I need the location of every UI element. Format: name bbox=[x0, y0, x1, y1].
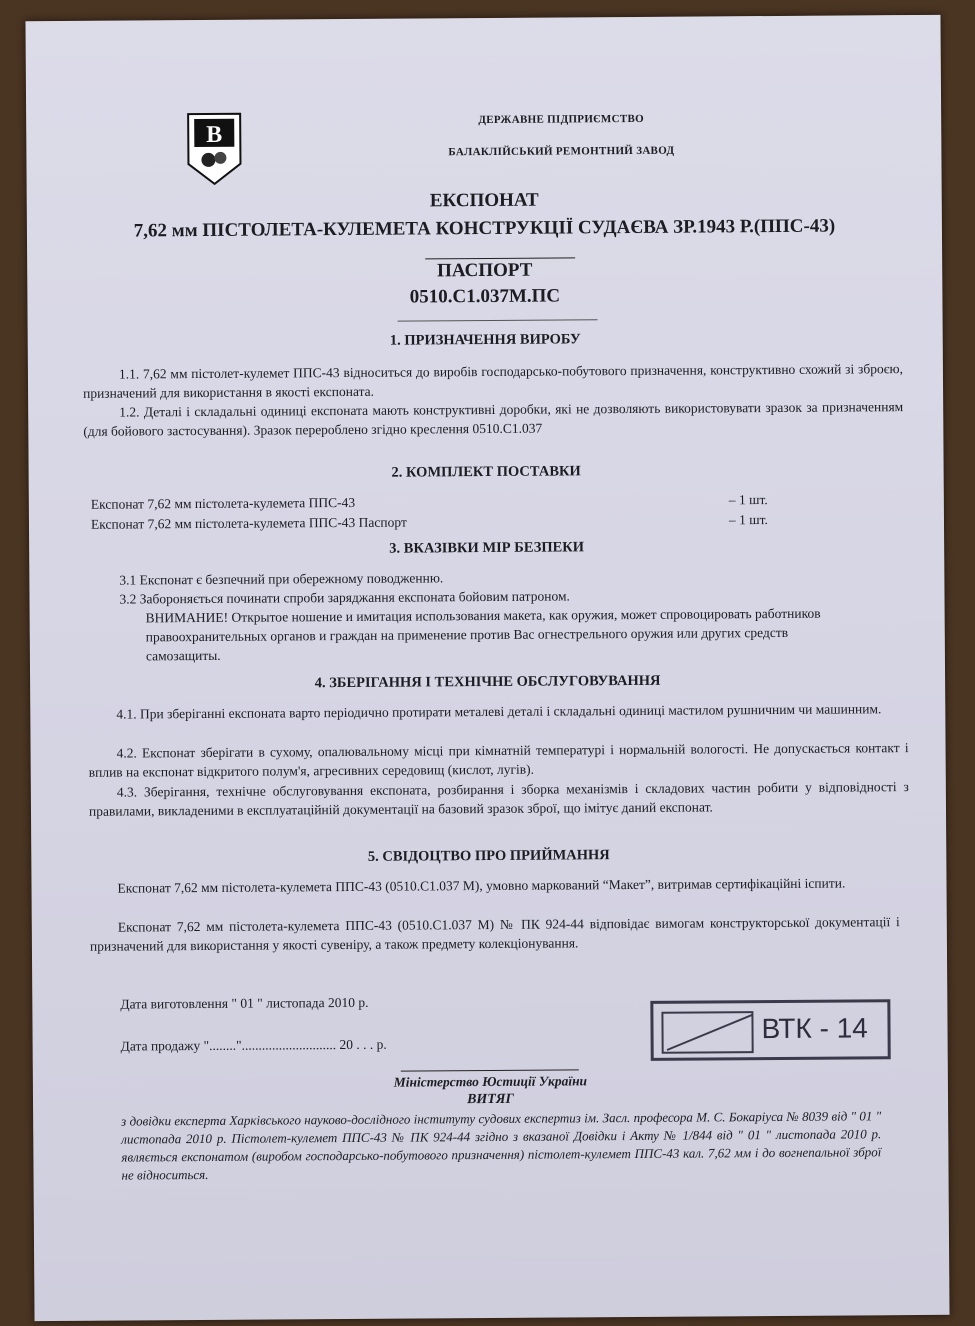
para-5-2: Експонат 7,62 мм пістолета-кулемета ППС-43 (0510.С1.037 М) № ПК 924-44 відповідає вимогам конструкторської документації і призначений для використання у якості сувеніру, а також предмету колекціонування. bbox=[89, 914, 900, 954]
extract-body: з довідки експерта Харківського науково-дослідного інституту судових експертиз ім. Засл. професора М. С. Бокаріуса № 8039 від " 01 " листопада 2010 р. Пістолет-кулемет ППС-43 № ПК 924-44 згідно з вказаної Довідки і Акту № 1/844 від " 01 " листопада 2010 р. являється експонатом (виробом господарсько-побутового призначення) пістолет-кулемет ППС-43 кал. 7,62 мм і до вогнепальної зброї не відноситься. bbox=[121, 1108, 882, 1183]
para-3-2: 3.2 Забороняється починати спроби заряджання експоната бойовим патроном. bbox=[119, 588, 570, 607]
para-4-2: 4.2. Експонат зберігати в сухому, опалювальному місці при кімнатній температурі і нормальній вологості. Не допускається контакт і вплив на експонат відкритого полум'я, агресивних середовищ (кислот, лугів). bbox=[88, 740, 909, 780]
extract-title: ВИТЯГ bbox=[467, 1091, 515, 1108]
para-1-1: 1.1. 7,62 мм пістолет-кулемет ППС-43 відноситься до виробів господарсько-побутового призначення, конструктивно схожий зі зброєю, призначений для використання в якості експоната. bbox=[83, 361, 903, 401]
factory-logo bbox=[186, 112, 243, 186]
section5-heading: 5. СВІДОЦТВО ПРО ПРИЙМАННЯ bbox=[367, 847, 610, 865]
header-line2: БАЛАКЛІЙСЬКИЙ РЕМОНТНИЙ ЗАВОД bbox=[448, 144, 675, 159]
sale-date: Дата продажу "........"............................ 20 . . . р. bbox=[120, 1036, 387, 1054]
qc-stamp bbox=[650, 999, 890, 1061]
title-line1: ЕКСПОНАТ bbox=[429, 189, 539, 212]
header-line1: ДЕРЖАВНЕ ПІДПРИЄМСТВО bbox=[478, 112, 645, 127]
kit-qty: – 1 шт. bbox=[728, 492, 768, 508]
passport-document bbox=[25, 15, 949, 1321]
doc-code: 0510.С1.037М.ПС bbox=[409, 285, 561, 308]
section2-heading: 2. КОМПЛЕКТ ПОСТАВКИ bbox=[391, 463, 581, 481]
para-5-1: Експонат 7,62 мм пістолета-кулемета ППС-43 (0510.С1.037 М), умовно маркований “Макет”, витримав сертифікаційні іспити. bbox=[117, 875, 846, 896]
para-1-2: 1.2. Деталі і складальні одиниці експоната мають конструктивні доробки, які не дозволяють використовувати зразок за призначенням (для бойового застосування). Зразок перероблено згідно креслення 0510.С1.037 bbox=[83, 399, 904, 439]
svg-text:B: B bbox=[206, 121, 223, 148]
kit-item: Експонат 7,62 мм пістолета-кулемета ППС-43 bbox=[90, 494, 356, 512]
para-4-3: 4.3. Зберігання, технічне обслуговування експоната, розбирання і зборка механізмів і складових частин робити у відповідності з правилами, викладеними в експлуатаційній документації на базовий зразок зброї, що імітує даний експонат. bbox=[88, 779, 909, 819]
divider bbox=[398, 319, 598, 321]
section3-heading: 3. ВКАЗІВКИ МІР БЕЗПЕКИ bbox=[389, 539, 585, 557]
para-4-1: 4.1. При зберіганні експоната варто періодично протирати металеві деталі і складальні одиниці мастилом рушничним чи машинним. bbox=[116, 701, 882, 722]
doc-type: ПАСПОРТ bbox=[436, 259, 533, 282]
divider bbox=[401, 1069, 579, 1071]
stamp-text: ВТК - 14 bbox=[761, 1012, 868, 1045]
section4-heading: 4. ЗБЕРІГАННЯ І ТЕХНІЧНЕ ОБСЛУГОВУВАННЯ bbox=[314, 672, 661, 692]
stamp-box bbox=[661, 1011, 753, 1054]
section1-heading: 1. ПРИЗНАЧЕННЯ ВИРОБУ bbox=[389, 331, 581, 349]
para-3-1: 3.1 Експонат є безпечний при обережному поводженню. bbox=[119, 570, 444, 588]
kit-item: Експонат 7,62 мм пістолета-кулемета ППС-43 Паспорт bbox=[90, 514, 407, 532]
kit-qty: – 1 шт. bbox=[728, 512, 768, 528]
warning-text: ВНИМАНИЕ! Открытое ношение и имитация использования макета, как оружия, может спровоцировать работников правоохранительных органов и граждан на применение против Вас огнестрельного оружия или других средств самозащиты. bbox=[145, 605, 821, 664]
ministry-title: Міністерство Юстиції України bbox=[393, 1073, 588, 1090]
title-line2: 7,62 мм ПІСТОЛЕТА-КУЛЕМЕТА КОНСТРУКЦІЇ СУДАЄВА ЗР.1943 Р.(ППС-43) bbox=[133, 215, 836, 242]
manufacture-date: Дата виготовлення " 01 " листопада 2010 р. bbox=[120, 994, 369, 1012]
